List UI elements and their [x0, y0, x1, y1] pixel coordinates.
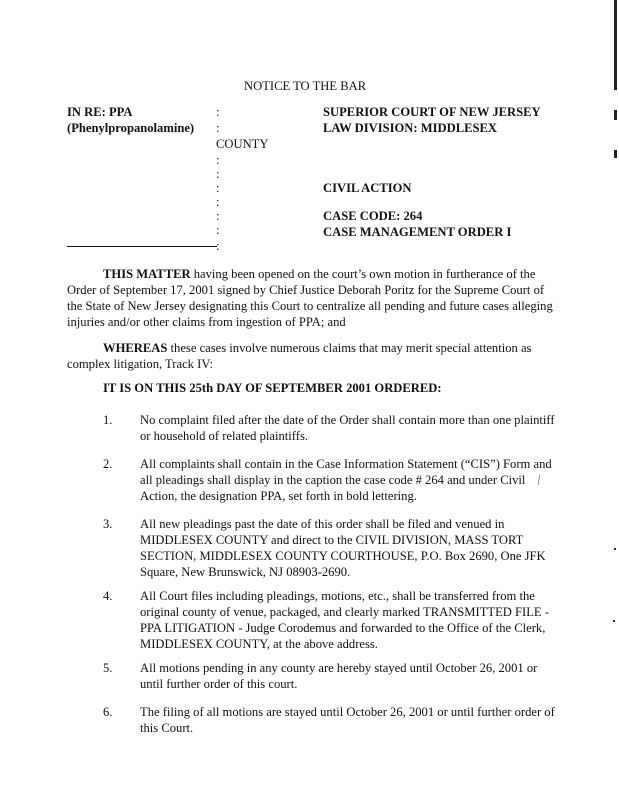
caption-colon: :: [216, 239, 220, 253]
list-item-number: 6.: [103, 705, 113, 719]
caption-colon: :: [216, 167, 220, 181]
scan-edge-mark: [614, 150, 617, 158]
list-item-number: 1.: [103, 413, 113, 427]
whereas-paragraph-rest: complex litigation, Track IV:: [67, 357, 213, 371]
caption-colon: :: [216, 121, 220, 135]
ordered-heading: IT IS ON THIS 25th DAY OF SEPTEMBER 2001 ORDERED:: [103, 381, 442, 395]
caption-court: SUPERIOR COURT OF NEW JERSEY: [323, 105, 541, 119]
scan-dot: [613, 620, 615, 622]
list-item-text: All complaints shall contain in the Case Information Statement (“CIS”) Form and all pleadings shall display in the caption the case code # 264 and under Civil Action, the designation PPA, set forth in bold lettering.: [140, 457, 552, 503]
whereas-first-line: [103, 340, 531, 356]
caption-colon: :: [216, 195, 220, 209]
list-item-text: All new pleadings past the date of this order shall be filed and venued in MIDDLESEX COUNTY and direct to the CIVIL DIVISION, MASS TORT SECTION, MIDDLESEX COUNTY COURTHOUSE, P.O. Box 2690, One JFK Square, New Brunswick, NJ 08903-2690.: [140, 517, 546, 579]
caption-colon: :: [216, 153, 220, 167]
margin-check-mark: ⁄: [534, 472, 544, 487]
matter-lead: THIS MATTER: [103, 267, 191, 281]
matter-body: having been opened on the court’s own motion in furtherance of the: [193, 267, 536, 281]
page-title: NOTICE TO THE BAR: [244, 79, 367, 93]
scan-edge-mark: [614, 0, 617, 90]
caption-underline: [67, 246, 217, 247]
list-item-text: No complaint filed after the date of the Order shall contain more than one plaintiff or household of related plaintiffs.: [140, 413, 555, 443]
list-item-number: 4.: [103, 589, 113, 603]
caption-colon: :: [216, 209, 220, 223]
list-item-text: All Court files including pleadings, motions, etc., shall be transferred from the original county of venue, packaged, and clearly marked TRANSMITTED FILE - PPA LITIGATION - Judge Corodemus and forwarded to the Office of the Clerk, MIDDLESEX COUNTY, at the above address.: [140, 589, 549, 651]
list-item-number: 5.: [103, 661, 113, 675]
matter-paragraph-rest: Order of September 17, 2001 signed by Chief Justice Deborah Poritz for the Supreme Court of the State of New Jersey designating this Court to centralize all pending and future cases alleging injuries and/or other claims from ingestion of PPA; and: [67, 283, 553, 329]
list-item-text: The filing of all motions are stayed until October 26, 2001 or until further order of this Court.: [140, 705, 555, 735]
caption-colon: :: [216, 105, 220, 119]
caption-case-code: CASE CODE: 264: [323, 209, 423, 223]
whereas-body: these cases involve numerous claims that may merit special attention as: [170, 341, 532, 355]
caption-order-title: CASE MANAGEMENT ORDER I: [323, 225, 512, 239]
list-item-text: All motions pending in any county are hereby stayed until October 26, 2001 or until further order of this court.: [140, 661, 538, 691]
caption-division: LAW DIVISION: MIDDLESEX: [323, 121, 498, 135]
scan-dot: [614, 548, 616, 550]
caption-civil-action: CIVIL ACTION: [323, 181, 412, 195]
scan-edge-mark: [614, 110, 617, 120]
caption-drug-name: (Phenylpropanolamine): [67, 121, 195, 135]
whereas-lead: WHEREAS: [103, 341, 168, 355]
list-item-number: 2.: [103, 457, 113, 471]
list-item-number: 3.: [103, 517, 113, 531]
caption-colon: :: [216, 223, 220, 237]
caption-in-re: IN RE: PPA: [67, 105, 133, 119]
caption-county: COUNTY: [216, 137, 269, 151]
matter-first-line: [103, 266, 535, 282]
caption-colon: :: [216, 181, 220, 195]
